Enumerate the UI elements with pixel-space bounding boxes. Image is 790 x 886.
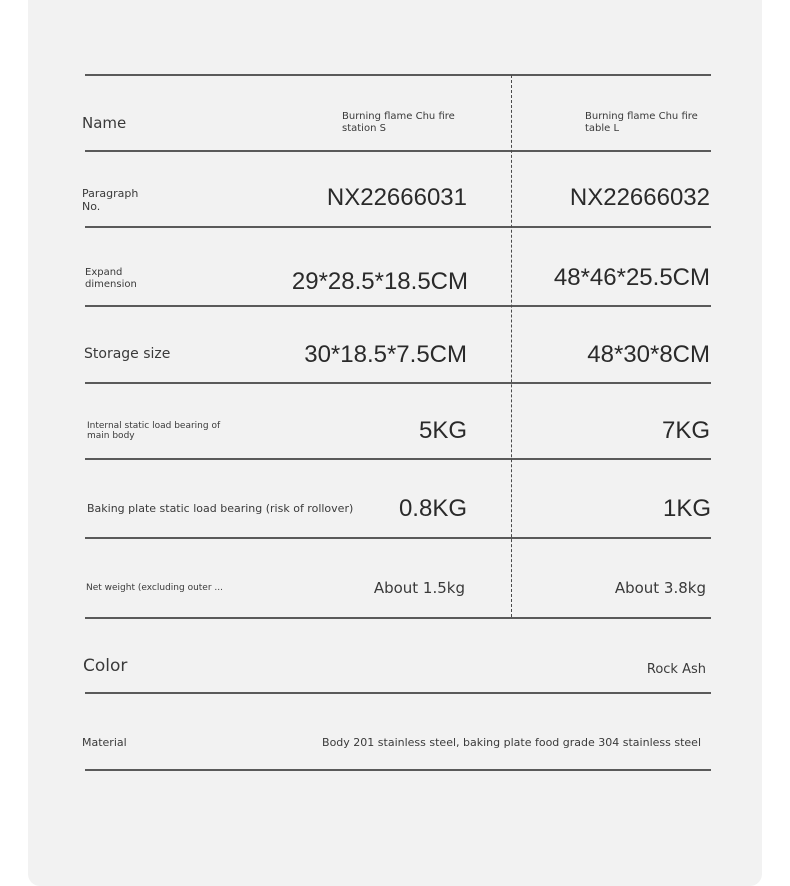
table-rule xyxy=(85,74,711,76)
model-s-internal-load: 5KG xyxy=(418,417,467,444)
model-s-storage-size: 30*18.5*7.5CM xyxy=(304,341,467,368)
model-l-net-weight: About 3.8kg xyxy=(614,579,706,597)
model-l-plate-load: 1KG xyxy=(662,495,711,522)
row-label-net-weight: Net weight (excluding outer ... xyxy=(86,583,223,593)
table-rule xyxy=(85,617,711,619)
row-label-plate-load: Baking plate static load bearing (risk of rollover) xyxy=(87,502,354,515)
material-value: Body 201 stainless steel, baking plate food grade 304 stainless steel xyxy=(322,736,701,749)
table-rule xyxy=(85,226,711,228)
model-s-paragraph-no: NX22666031 xyxy=(326,184,467,211)
model-l-name: Burning flame Chu fire table L xyxy=(585,111,698,134)
model-l-paragraph-no: NX22666032 xyxy=(569,184,710,211)
table-rule xyxy=(85,692,711,694)
row-label-paragraph-no: Paragraph No. xyxy=(82,187,139,213)
row-label-color: Color xyxy=(83,656,128,676)
model-l-storage-size: 48*30*8CM xyxy=(587,341,710,368)
table-rule xyxy=(85,150,711,152)
column-divider xyxy=(511,75,512,617)
table-rule xyxy=(85,537,711,539)
model-s-plate-load: 0.8KG xyxy=(398,495,467,522)
model-s-name: Burning flame Chu fire station S xyxy=(342,111,455,134)
row-label-storage-size: Storage size xyxy=(84,346,171,362)
row-label-expand-dimension: Expand dimension xyxy=(85,267,137,290)
row-label-material: Material xyxy=(82,736,127,749)
row-label-name: Name xyxy=(82,114,127,132)
model-s-expand-dimension: 29*28.5*18.5CM xyxy=(291,268,468,295)
model-s-net-weight: About 1.5kg xyxy=(373,579,465,597)
table-rule xyxy=(85,458,711,460)
model-l-expand-dimension: 48*46*25.5CM xyxy=(553,264,710,291)
table-rule xyxy=(85,382,711,384)
color-value: Rock Ash xyxy=(646,662,706,677)
table-rule xyxy=(85,305,711,307)
row-label-internal-load: Internal static load bearing of main body xyxy=(87,421,221,441)
table-rule xyxy=(85,769,711,771)
model-l-internal-load: 7KG xyxy=(661,417,710,444)
